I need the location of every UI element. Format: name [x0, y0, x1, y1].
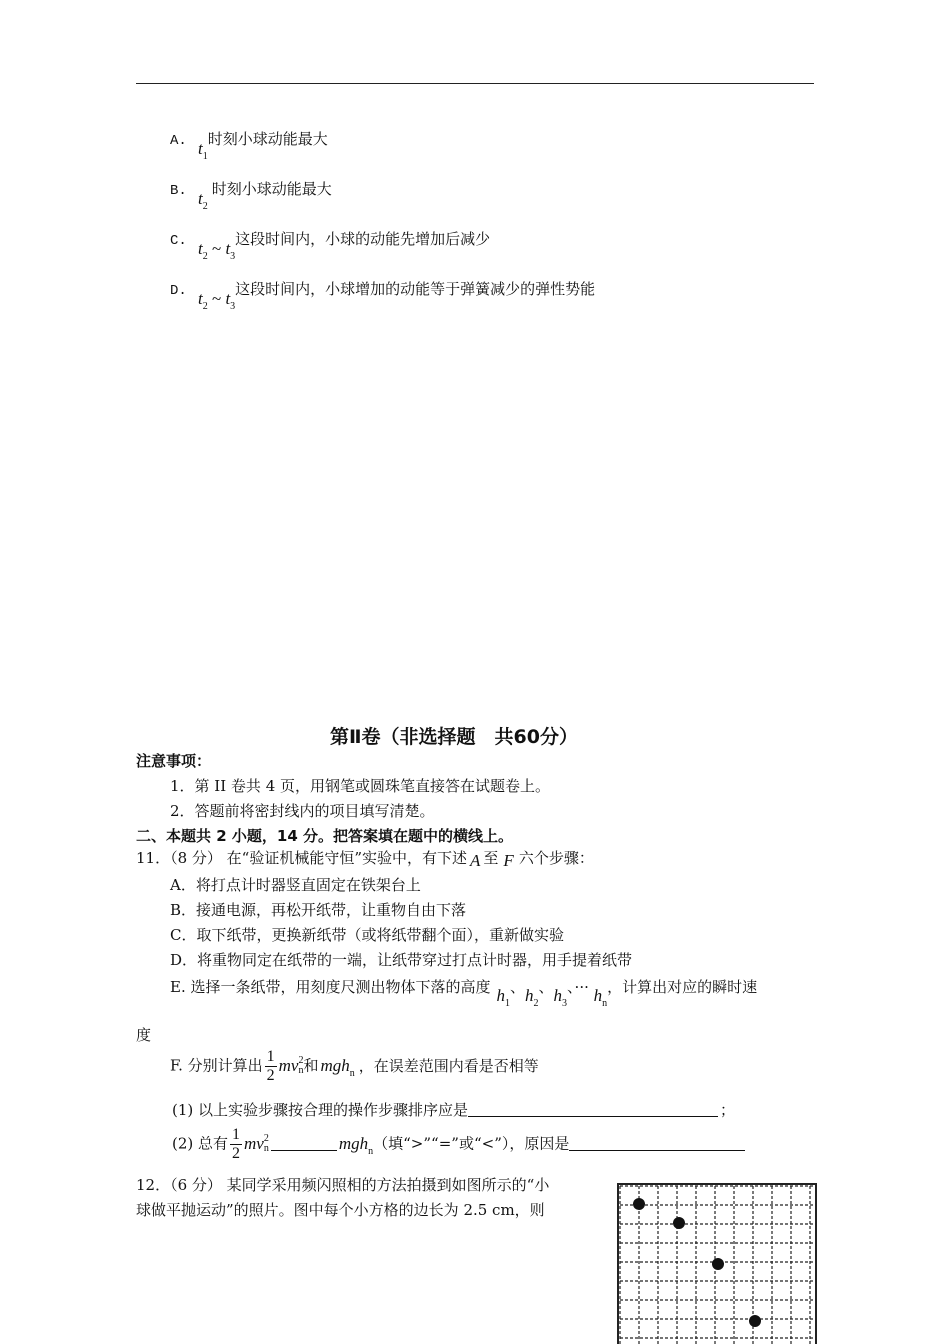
option-d — [170, 278, 596, 312]
header-rule — [136, 83, 814, 84]
q11-step-e: E. 选择一条纸带，用刻度尺测出物体下落的高度 $h_1$、$h_2$、$h_3$、··· $h_n$，计算出对应的瞬时速 — [170, 978, 758, 1009]
notice-heading: 注意事项： — [136, 752, 212, 770]
section-title: 第Ⅱ卷（非选择题 共60分） — [330, 726, 578, 748]
part-heading: 二、本题共 2 小题，14 分。把答案填在题中的横线上。 — [136, 827, 513, 845]
option-b — [170, 178, 332, 212]
q11-intro: 11．（8 分） 在“验证机械能守恒”实验中，有下述 A 至 F 六个步骤： — [136, 849, 594, 870]
fraction-half: $\frac{1}{2}$ — [232, 1126, 241, 1162]
math-t-range: $t_2$ ~ $t_3$ — [198, 239, 236, 262]
answer-blank[interactable] — [271, 1136, 337, 1151]
math-t: $t_2$ — [198, 189, 208, 212]
q12-line1: 12．（6 分） 某同学采用频闪照相的方法拍摄到如图所示的“小 — [136, 1176, 550, 1194]
q11-step-c: C．取下纸带，更换新纸带（或将纸带翻个面），重新做实验 — [170, 926, 564, 944]
option-label: D. — [170, 283, 187, 299]
option-label: A. — [170, 133, 187, 149]
option-label: C. — [170, 233, 187, 249]
math-t-range: $t_2$ ~ $t_3$ — [198, 289, 236, 312]
option-text: 时刻小球动能最大 — [207, 130, 328, 148]
option-text: 这段时间内，小球的动能先增加后减少 — [235, 230, 491, 248]
answer-blank[interactable] — [468, 1102, 718, 1117]
ball-position-3 — [712, 1258, 724, 1270]
fraction-half: $\frac{1}{2}$ — [266, 1048, 275, 1084]
q11-sub2: (2) 总有 $\frac{1}{2}$ mv 2 n mgh$_n$（填“>”“=”或“<”），原因是 — [172, 1126, 745, 1163]
q12-line2: 球做平抛运动”的照片。图中每个小方格的边长为 2.5 cm，则 — [136, 1201, 545, 1219]
q11-sub1: (1) 以上实验步骤按合理的操作步骤排序应是 ； — [172, 1101, 736, 1119]
projectile-grid-figure — [614, 1180, 818, 1344]
option-a — [170, 128, 328, 162]
ball-position-1 — [633, 1198, 645, 1210]
math-t: $t_1$ — [198, 139, 208, 162]
option-c — [170, 228, 491, 262]
q11-step-e-wrap: 度 — [136, 1026, 152, 1044]
q11-step-f: F. 分别计算出 $\frac{1}{2}$ mv 2 n 和 mgh$_n$ ，在误差范围内看是否相等 — [170, 1048, 539, 1084]
q11-step-b: B．接通电源，再松开纸带，让重物自由下落 — [170, 901, 467, 919]
ball-position-4 — [749, 1315, 761, 1327]
option-label: B. — [170, 183, 187, 199]
q11-step-a: A．将打点计时器竖直固定在铁架台上 — [170, 876, 421, 894]
option-text: 时刻小球动能最大 — [211, 180, 332, 198]
answer-blank[interactable] — [569, 1136, 745, 1151]
ball-position-2 — [673, 1217, 685, 1229]
notice-item: 1．第 II 卷共 4 页，用钢笔或圆珠笔直接答在试题卷上。 — [170, 777, 551, 795]
notice-item: 2．答题前将密封线内的项目填写清楚。 — [170, 802, 435, 820]
option-text: 这段时间内，小球增加的动能等于弹簧减少的弹性势能 — [235, 280, 596, 298]
q11-step-d: D．将重物同定在纸带的一端，让纸带穿过打点计时器，用手提着纸带 — [170, 951, 633, 969]
